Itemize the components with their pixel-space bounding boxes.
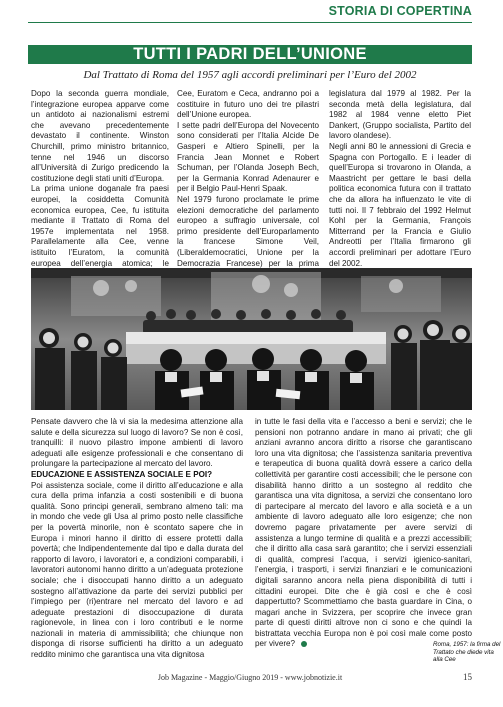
section-subheading: EDUCAZIONE E ASSISTENZA SOCIALE E POI? bbox=[31, 469, 213, 479]
paragraph: Dopo la seconda guerra mondiale, l’integrazione europea apparve come un antidoto ai nazionalismi estremi che avevano precedentemente devastato il continente. Winston Churchill, primo ministro britannico, tenne nel 1946 un discorso all’Università di Zurigo predicendo la costituzione degli stati uniti d’Europa. bbox=[31, 89, 169, 183]
text-column-bottom-left bbox=[31, 417, 243, 661]
text-column-1 bbox=[31, 89, 169, 280]
page-number: 15 bbox=[463, 672, 472, 682]
text-column-bottom-right bbox=[255, 417, 472, 650]
paragraph: Cee, Euratom e Ceca, andranno poi a costituire in futuro uno dei tre pilastri dell’Unione europea. bbox=[177, 89, 319, 120]
paragraph-text: in tutte le fasi della vita e l’accesso a beni e servizi; che le pensioni non potranno andare in mano ai privati; che gli anziani avranno ancora diritto a risorse che garantiscano loro una vita dignitosa; che l’assistenza sanitaria preventiva e terapeutica di buona qualità dovrà essere a carico della collettività per garantire costi accessibili; che le persone con disabilità hanno diritto a un sostegno al reddito che garantisca una vita dignitosa, a servizi che consentano loro di partecipare al mercato del lavoro e alla società e a un ambiente di lavoro adeguato alle loro esigenze; che non dovremo pagare privatamente per avere servizi di assistenza a lungo termine di qualità e a prezzi accessibili; che il diritto alla casa sarà garantito; che i servizi essenziali di qualità, compresi l’acqua, i servizi igienico-sanitari, l’energia, i trasporti, i servizi finanziari e le comunicazioni digitali saranno ancora nella piena disponibilità di tutti i cittadini europei. Dite che è già così e che è così dappertutto? Scommettiamo che basta guardare in Cina, o magari anche in Svizzera, per scoprire che invece gran parte di questi diritti altrove non ci sono e che quindi la bistrattata vecchia Europa non è poi così male come posto per vivere? bbox=[255, 417, 472, 649]
end-of-article-icon bbox=[301, 641, 307, 647]
text-column-3 bbox=[329, 89, 471, 269]
paragraph: Pensate davvero che là vi sia la medesima attenzione alla salute e della sicurezza sul luogo di lavoro? Se non è così, tranquilli: il nuovo pilastro impone ambienti di lavoro adeguati alle esigenze professionali e che consentano di prolungare la partecipazione al mercato del lavoro. bbox=[31, 417, 243, 469]
paragraph: Negli anni 80 le annessioni di Grecia e Spagna con Portogallo. E i leader di quell’Europa si trovarono in Olanda, a Maastricht per gettare le basi della politica economica futura con il trattato che da allora ha influenzato le vite di tutti noi. Il 7 febbraio del 1992 Helmut Kohl per la Germania, François Mitterrand per la Francia e Giulio Andreotti per l’Italia firmarono gli accordi preliminari per adottare l’Euro del 2002. bbox=[329, 141, 471, 268]
paragraph: I sette padri dell’Europa del Novecento sono considerati per l’Italia Alcide De Gasperi e Altiero Spinelli, per la Francia Jean Monnet e Robert Schuman, per l’Olanda Joseph Bech, per la Germania Konrad Adenaurer e per il Belgio Paul-Henri Spaak. bbox=[177, 120, 319, 194]
paragraph: legislatura dal 1979 al 1982. Per la seconda metà della legislatura, dal 1982 al 1984 venne eletto Piet Dankert, (Gruppo socialista, Partito del lavoro olandese). bbox=[329, 89, 471, 141]
section-header: STORIA DI COPERTINA bbox=[328, 4, 472, 18]
footer-text: Job Magazine - Maggio/Giugno 2019 - www.jobnotizie.it bbox=[157, 673, 343, 682]
photo-caption: Roma, 1957: la firma del Trattato che diede vita alla Cee bbox=[431, 640, 503, 665]
treaty-signing-photo bbox=[31, 268, 472, 410]
paragraph: La prima unione doganale fra paesi europei, la cosiddetta Comunità economica europea, Cee, fu istituita mediante il Trattato di Roma del 1957e implementata nel 1958. Parallelamente alla Cee, venne istituito l’Euratom, la comunità europea dell’energia atomica; le bbox=[31, 184, 169, 268]
text-column-2 bbox=[177, 89, 319, 280]
article-title: TUTTI I PADRI DELL’UNIONE bbox=[28, 45, 472, 64]
paragraph: Nel 1979 furono proclamate le prime elezioni democratiche del parlamento europeo a suffragio universale, col primo presidente dell’Europarlamento la francese Simone Veil, (Liberaldemocratici, Unione per la Democrazia Francese) per la prima bbox=[177, 194, 319, 268]
header-rule bbox=[28, 22, 472, 23]
article-subtitle: Dal Trattato di Roma del 1957 agli accordi preliminari per l’Euro del 2002 bbox=[83, 69, 417, 81]
paragraph bbox=[255, 417, 472, 650]
paragraph: Poi assistenza sociale, come il diritto all’educazione e alla cura della prima infanzia a costi sostenibili e di buona qualità. Sono principi generali, sembrano almeno tali: ma in mondo che vede gli Usa al primo posto nelle classifiche per la povertà minorile, non è scontato sapere che in Europa i minori hanno il diritto di essere protetti dalla povertà; che Indipendentemente dal tipo e dalla durata del rapporto di lavoro, i lavoratori e, a condizioni comparabili, i lavoratori autonomi hanno diritto a un’adeguata protezione sociale; che i disoccupati hanno diritto a un adeguato sostegno all’attivazione da parte dei servizi pubblici per l’impiego per (ri)entrare nel mercato del lavoro e ad adeguate prestazioni di disoccupazione di durata ragionevole, in linea con i loro contributi e le norme nazionali in materia di ammissibilità; che chiunque non disponga di risorse sufficienti ha diritto a un adeguato reddito minimo che garantisca una vita dignitosa bbox=[31, 480, 243, 660]
